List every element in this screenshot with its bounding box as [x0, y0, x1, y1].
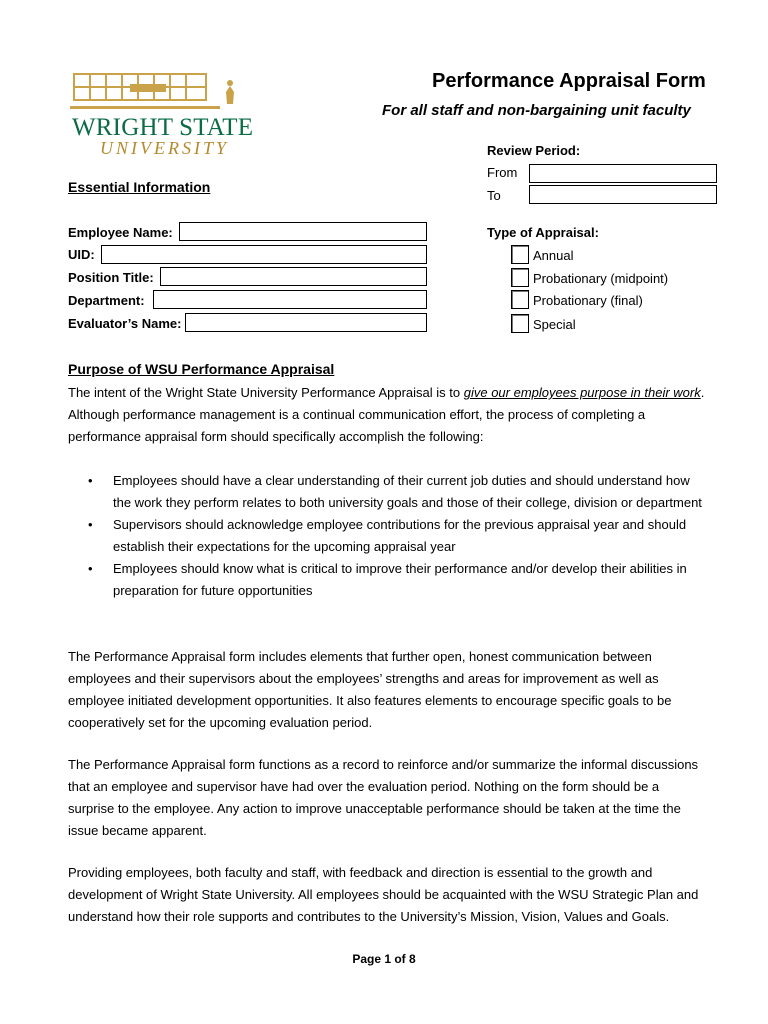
probationary-midpoint-checkbox[interactable]	[511, 268, 529, 287]
purpose-intro-pre: The intent of the Wright State University Performance Appraisal is to	[68, 385, 464, 400]
paragraph-record: The Performance Appraisal form functions as a record to reinforce and/or summarize the informal discussions that an employee and supervisor have had over the evaluation period. Nothing on the form should be a surprise to the employee. Any action to improve unacceptable performance should be taken at the time the issue became apparent.	[68, 757, 699, 838]
employee-name-label: Employee Name:	[68, 225, 173, 240]
list-item: • Employees should have a clear understanding of their current job duties and should understand how the work they perform relates to both university goals and those of their college, division or department	[88, 470, 708, 514]
probationary-final-checkbox[interactable]	[511, 290, 529, 309]
purpose-intro-emphasis: give our employees purpose in their work	[463, 385, 701, 400]
annual-option-label: Annual	[533, 248, 574, 263]
to-label: To	[487, 188, 501, 203]
purpose-intro	[68, 382, 708, 448]
department-label: Department:	[68, 293, 145, 308]
from-label: From	[487, 165, 518, 180]
annual-checkbox[interactable]	[511, 245, 529, 264]
special-option-label: Special	[533, 317, 576, 332]
logo-subwordmark: UNIVERSITY	[100, 138, 229, 158]
evaluator-name-field[interactable]	[185, 313, 427, 332]
evaluator-name-label: Evaluator’s Name:	[68, 316, 182, 331]
paragraph-elements: The Performance Appraisal form includes elements that further open, honest communication between employees and their supervisors about the employees’ strengths and areas for improvement as well as employee initiated development opportunities. It also features elements to encourage specific goals to be cooperatively set for the upcoming evaluation period.	[68, 649, 672, 730]
university-logo	[70, 70, 260, 160]
list-item: • Employees should know what is critical to improve their performance and/or develop their abilities in preparation for future opportunities	[88, 558, 708, 602]
logo-wordmark: WRIGHT STATE	[72, 114, 254, 141]
purpose-heading: Purpose of WSU Performance Appraisal	[68, 361, 335, 377]
probationary-midpoint-option-label: Probationary (midpoint)	[533, 271, 669, 286]
employee-name-field[interactable]	[179, 222, 427, 241]
probationary-final-option-label: Probationary (final)	[533, 293, 643, 308]
department-field[interactable]	[153, 290, 427, 309]
page-subtitle: For all staff and non-bargaining unit faculty	[382, 102, 691, 119]
position-title-field[interactable]	[160, 267, 427, 286]
review-period-label: Review Period:	[487, 143, 581, 158]
page-title: Performance Appraisal Form	[432, 70, 706, 92]
review-from-field[interactable]	[529, 164, 717, 183]
purpose-bullet-list	[88, 470, 708, 602]
wright-flyer-icon	[70, 70, 260, 114]
position-title-label: Position Title:	[68, 270, 154, 285]
review-to-field[interactable]	[529, 185, 717, 204]
essential-info-heading: Essential Information	[68, 179, 211, 195]
purpose-intro-post: . Although performance management is a continual communication effort, the process of completing a performance appraisal form should specifically accomplish the following:	[68, 385, 705, 444]
paragraph-feedback: Providing employees, both faculty and staff, with feedback and direction is essential to the growth and development of Wright State University. All employees should be acquainted with the WSU Strategic Plan and understand how their role supports and contributes to the University’s Mission, Vision, Values and Goals.	[68, 865, 699, 924]
page-number: Page 1 of 8	[352, 952, 416, 966]
list-item: • Supervisors should acknowledge employee contributions for the previous appraisal year and should establish their expectations for the upcoming appraisal year	[88, 514, 708, 558]
special-checkbox[interactable]	[511, 314, 529, 333]
uid-field[interactable]	[101, 245, 427, 264]
uid-label: UID:	[68, 247, 95, 262]
appraisal-type-label: Type of Appraisal:	[487, 225, 599, 240]
